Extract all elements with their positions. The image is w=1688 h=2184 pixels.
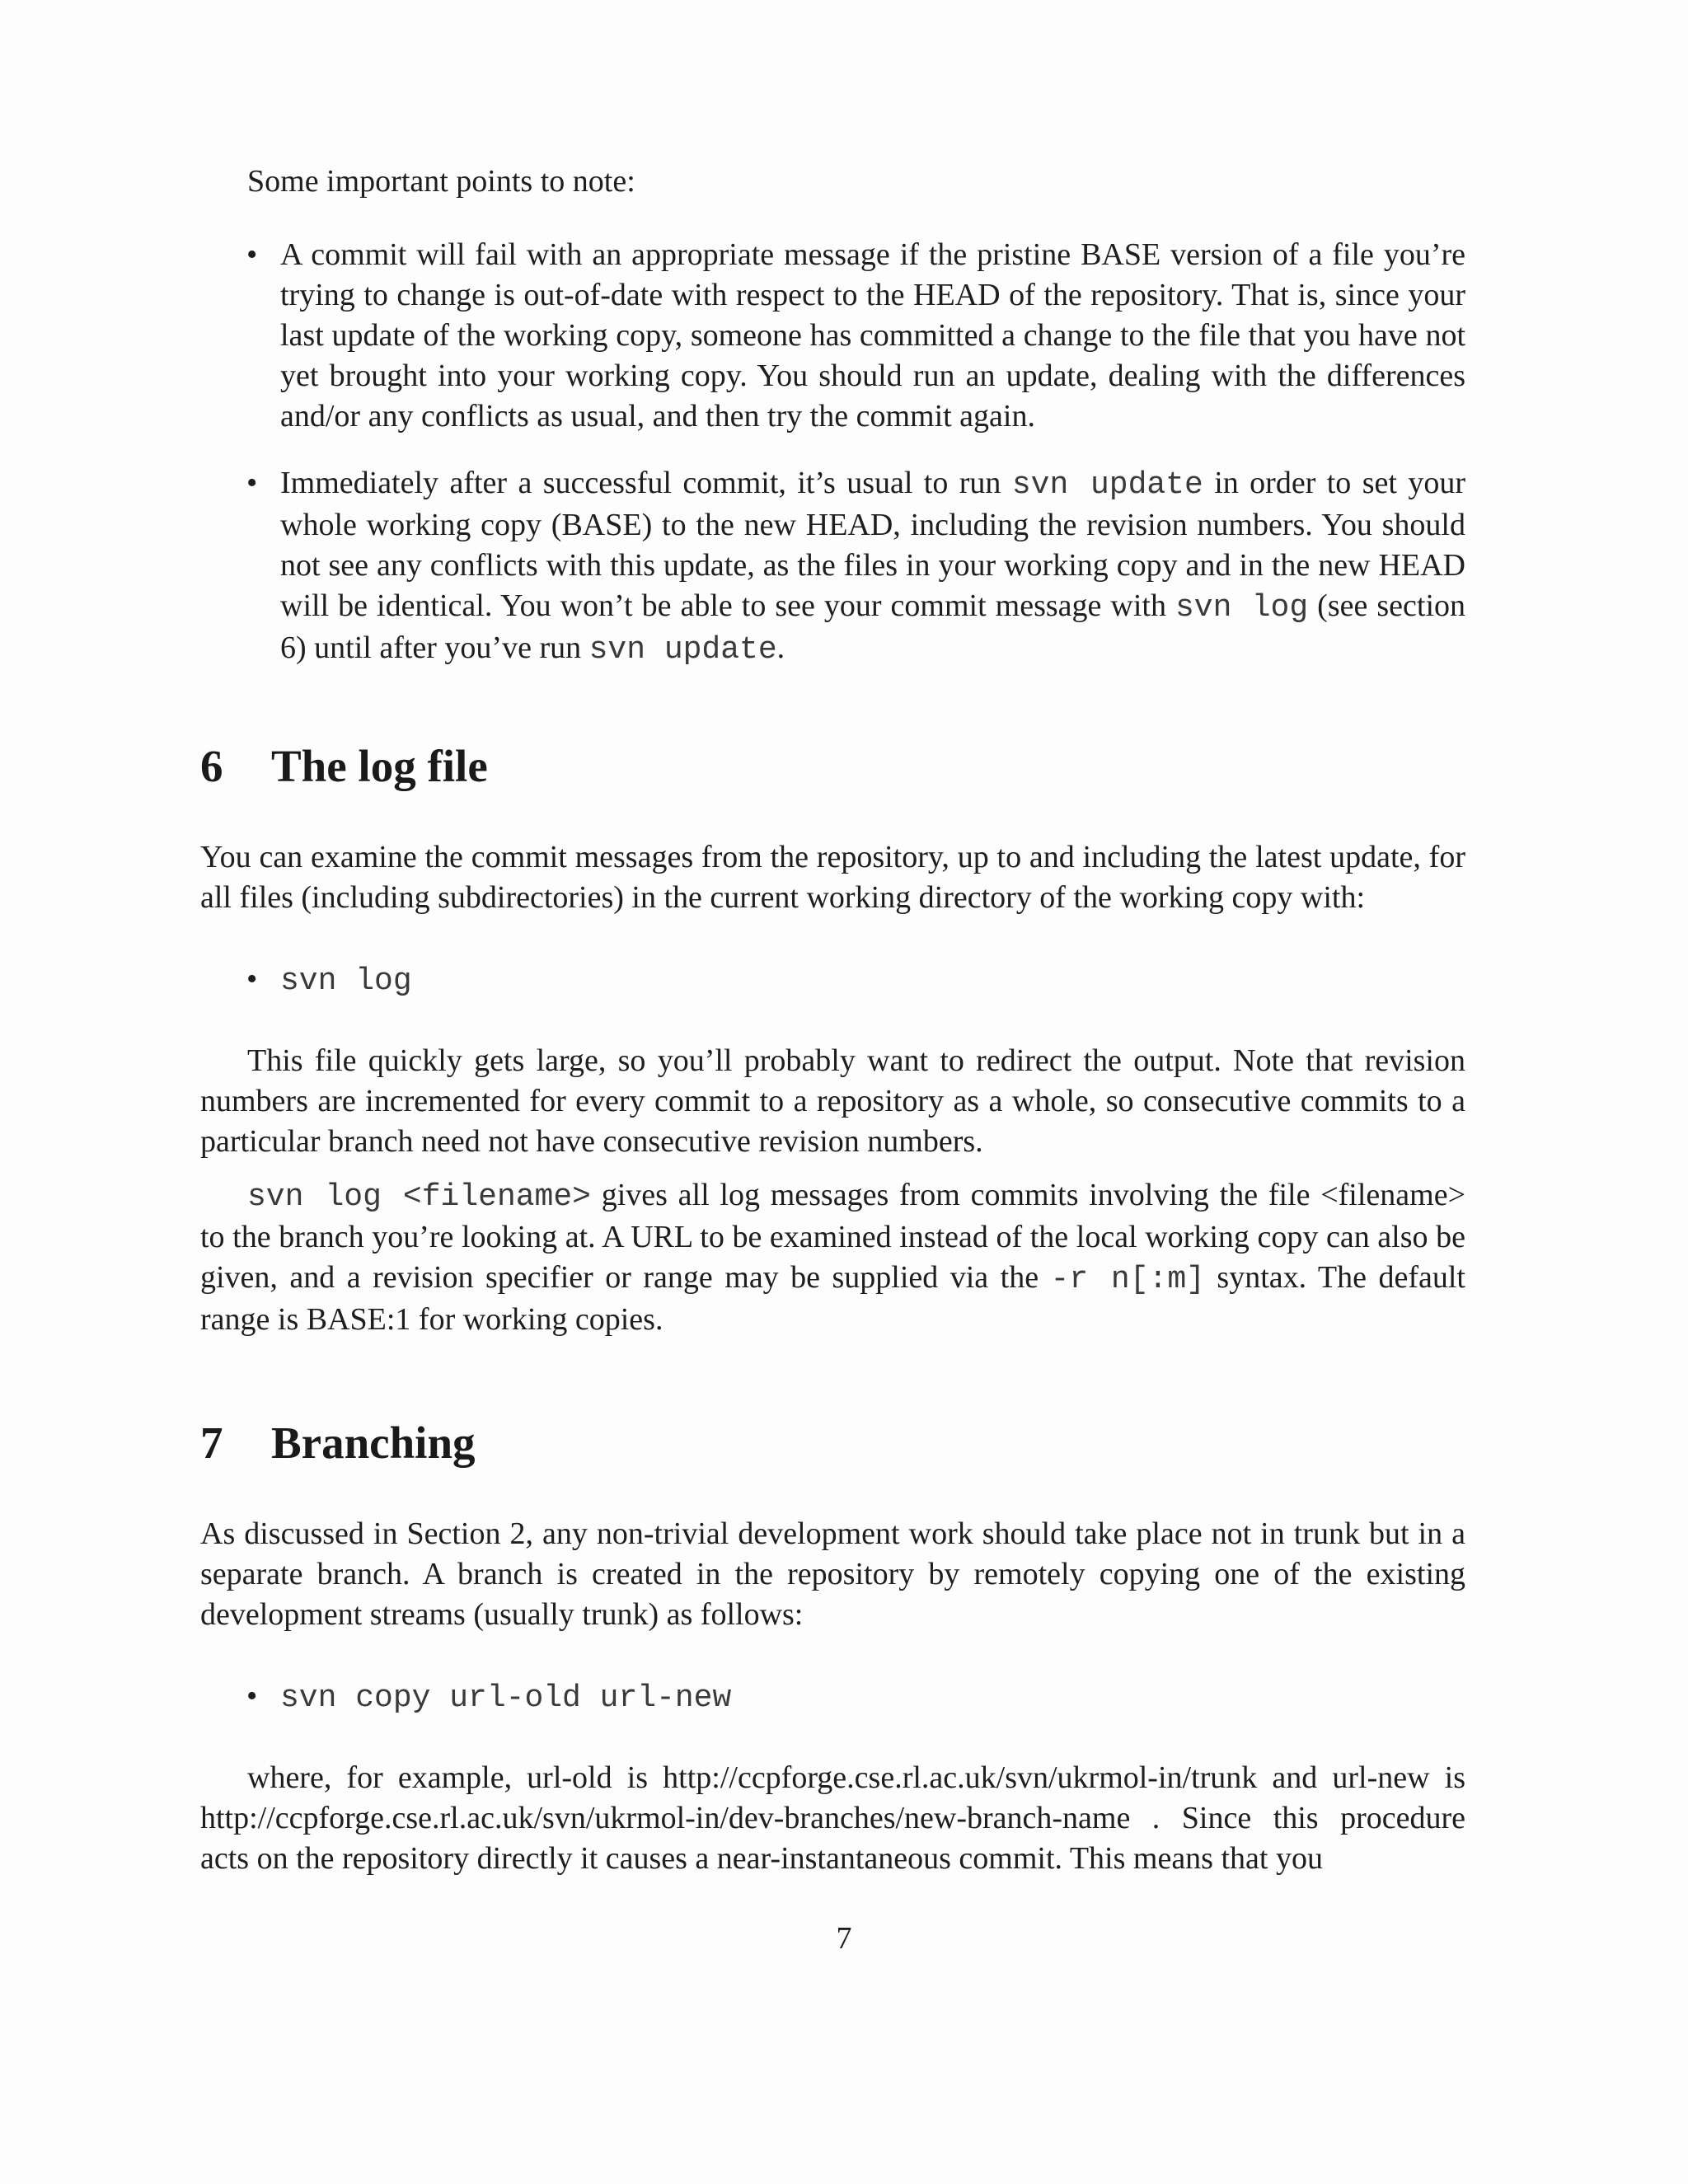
section-heading [200, 740, 1465, 793]
intro-paragraph: Some important points to note: [247, 164, 635, 199]
bullet-icon: • [246, 1679, 258, 1713]
note-item [200, 235, 1465, 437]
body-paragraph: where, for example, url-old is http://ccpforge.cse.rl.ac.uk/svn/ukrmol-in/trunk and url-new is http://ccpforge.cse.rl.ac.uk/svn/ukrmol-in/dev-branches/new-branch-name . Since this procedure acts on the repository directly it causes a near-instantaneous commit. This means that you [200, 1760, 1465, 1876]
command-code: svn copy url-old url-new [280, 1680, 732, 1716]
note-text: (see section 6) until after you’ve run [280, 588, 1465, 665]
note-text: A commit will fail with an appropriate message if the pristine BASE version of a file you’re trying to change is out-of-date with respect to the HEAD of the repository. That is, since your last update of the working copy, someone has committed a change to the file that you have not yet brought into your working copy. You should run an update, dealing with the differences and/or any conflicts as usual, and then try the commit again. [280, 237, 1465, 434]
notes-list [200, 235, 1465, 670]
inline-code: -r n[:m] [1050, 1262, 1205, 1297]
note-text: in order to set your whole working copy (BASE) to the new HEAD, including the revision numbers. You should not see any conflicts with this update, as the files in your working copy and in the new HEAD will be identical. You won’t be able to see your commit message with [280, 466, 1465, 623]
paragraph-text: syntax. The default range is BASE:1 for working copies. [200, 1260, 1465, 1337]
body-paragraph [200, 1175, 1465, 1340]
note-text: . [776, 630, 785, 665]
body-paragraph: You can examine the commit messages from the repository, up to and including the latest update, for all files (including subdirectories) in the current working directory of the working copy with: [200, 840, 1465, 915]
command-item [200, 959, 1465, 1001]
section-number: 7 [200, 1418, 223, 1468]
body-paragraph: As discussed in Section 2, any non-trivial development work should take place not in trunk but in a separate branch. A branch is created in the repository by remotely copying one of the existing development streams (usually trunk) as follows: [200, 1516, 1465, 1632]
inline-code: svn update [588, 632, 777, 668]
command-code: svn log [280, 963, 412, 999]
paragraph-text: gives all log messages from commits involving the file <filename> to the branch you’re looking at. A URL to be examined instead of the local working copy can also be given, and a revision specifier or range may be supplied via the [200, 1178, 1465, 1295]
page-number: 7 [836, 1921, 852, 1956]
page-content [200, 162, 1465, 1879]
command-list [200, 1676, 1465, 1718]
inline-code: svn update [1011, 467, 1203, 503]
bullet-icon: • [246, 962, 258, 996]
inline-code: svn log <filename> [247, 1179, 591, 1215]
body-paragraph: This file quickly gets large, so you’ll probably want to redirect the output. Note that revision numbers are incremented for every commit to a repository as a whole, so consecutive commits to a particular branch need not have consecutive revision numbers. [200, 1043, 1465, 1159]
section-title: Branching [271, 1418, 476, 1468]
bullet-icon: • [246, 237, 258, 272]
section-heading [200, 1417, 1465, 1469]
command-list [200, 959, 1465, 1001]
note-item [200, 463, 1465, 670]
inline-code: svn log [1175, 590, 1309, 626]
command-item [200, 1676, 1465, 1718]
section-title: The log file [271, 741, 488, 791]
bullet-icon: • [246, 466, 258, 500]
note-text: Immediately after a successful commit, it’s usual to run [280, 466, 1012, 500]
section-number: 6 [200, 741, 223, 791]
